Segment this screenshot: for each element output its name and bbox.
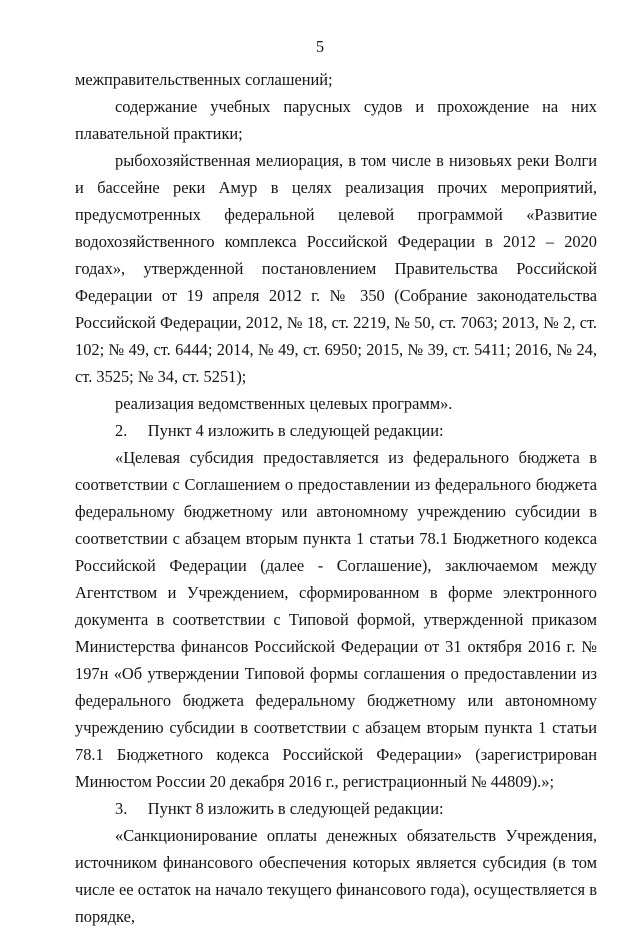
paragraph-sanctioning: «Санкционирование оплаты денежных обязательств Учреждения, источником финансового обеспечения которых является субсидия (в том числе ее остаток на начало текущего финансового года), осуществляется в порядке, xyxy=(75,826,597,926)
document-body xyxy=(75,66,597,930)
paragraph-item-3-heading: 3. Пункт 8 изложить в следующей редакции: xyxy=(115,799,444,818)
paragraph-item-2-heading: 2. Пункт 4 изложить в следующей редакции: xyxy=(115,421,444,440)
page-number: 5 xyxy=(315,37,325,56)
paragraph-fishery-melioration: рыбохозяйственная мелиорация, в том числе в низовьях реки Волги и бассейне реки Амур в целях реализация прочих мероприятий, предусмотренных федеральной целевой программой «Развитие водохозяйственного комплекса Российской Федерации в 2012 – 2020 годах», утвержденной постановлением Правительства Российской Федерации от 19 апреля 2012 г. № 350 (Собрание законодательства Российской Федерации, 2012, № 18, ст. 2219, № 50, ст. 7063; 2013, № 2, ст. 102; № 49, ст. 6444; 2014, № 49, ст. 6950; 2015, № 39, ст. 5411; 2016, № 24, ст. 3525; № 34, ст. 5251); xyxy=(75,151,597,386)
paragraph-sailing-ships: содержание учебных парусных судов и прохождение на них плавательной практики; xyxy=(75,97,597,143)
paragraph-intergovernmental: межправительственных соглашений; xyxy=(75,70,333,89)
paragraph-target-subsidy: «Целевая субсидия предоставляется из федерального бюджета в соответствии с Соглашением о предоставлении из федерального бюджета федеральному бюджетному или автономному учреждению субсидии в соответствии с абзацем вторым пункта 1 статьи 78.1 Бюджетного кодекса Российской Федерации (далее - Соглашение), заключаемом между Агентством и Учреждением, сформированном в форме электронного документа в соответствии с Типовой формой, утвержденной приказом Министерства финансов Российской Федерации от 31 октября 2016 г. № 197н «Об утверждении Типовой формы соглашения о предоставлении из федерального бюджета федеральному бюджетному или автономному учреждению субсидии в соответствии с абзацем вторым пункта 1 статьи 78.1 Бюджетного кодекса Российской Федерации» (зарегистрирован Минюстом России 20 декабря 2016 г., регистрационный № 44809).»; xyxy=(75,448,597,791)
paragraph-departmental-programs: реализация ведомственных целевых программ». xyxy=(115,394,453,413)
